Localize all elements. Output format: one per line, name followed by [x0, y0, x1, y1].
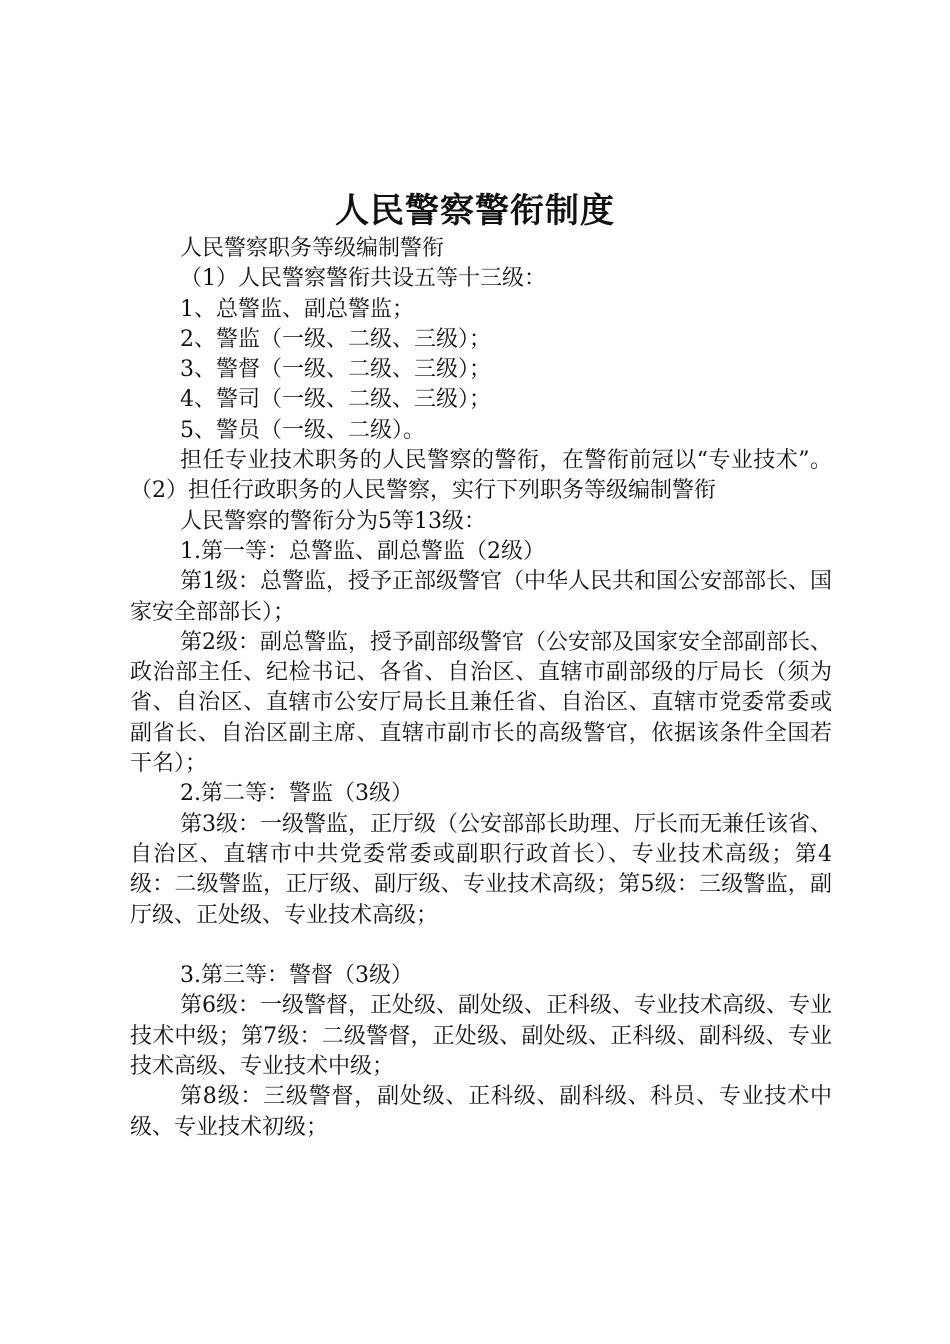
paragraph: （1）人民警察警衔共设五等十三级：	[180, 266, 546, 292]
paragraph: 人民警察职务等级编制警衔	[180, 236, 445, 261]
list-item: 3、警督（一级、二级、三级）；	[180, 357, 491, 383]
document-body	[130, 234, 832, 1143]
document-title: 人民警察警衔制度	[335, 191, 615, 231]
paragraph: 担任专业技术职务的人民警察的警衔，在警衔前冠以“专业技术”。（2）担任行政职务的人民警察，实行下列职务等级编制警衔	[130, 448, 832, 504]
section-heading: 1.第一等：总警监、副总警监（2级）	[180, 538, 545, 564]
list-item: 2、警监（一级、二级、三级）；	[180, 326, 491, 352]
paragraph: 第6级：一级警督，正处级、副处级、正科级、专业技术高级、专业技术中级；第7级：二级警督，正处级、副处级、正科级、副科级、专业技术高级、专业技术中级；	[130, 993, 832, 1080]
paragraph: 第1级：总警监，授予正部级警官（中华人民共和国公安部部长、国家安全部部长）；	[130, 569, 832, 625]
paragraph: 第8级：三级警督，副处级、正科级、副科级、科员、专业技术中级、专业技术初级；	[130, 1084, 832, 1140]
paragraph: 人民警察的警衔分为5等13级：	[180, 508, 486, 534]
section-heading: 2.第二等：警监（3级）	[180, 781, 413, 807]
paragraph: 第3级：一级警监，正厅级（公安部部长助理、厅长而无兼任该省、自治区、直辖市中共党委常委或副职行政首长）、专业技术高级；第4级：二级警监，正厅级、副厅级、专业技术高级；第5级：三级警监，副厅级、正处级、专业技术高级；	[130, 811, 832, 928]
section-heading: 3.第三等：警督（3级）	[180, 963, 413, 989]
paragraph: 第2级：副总警监，授予副部级警官（公安部及国家安全部副部长、政治部主任、纪检书记、各省、自治区、直辖市副部级的厅局长（须为省、自治区、直辖市公安厅局长且兼任省、自治区、直辖市党委常委或副省长、自治区副主席、直辖市副市长的高级警官，依据该条件全国若干名）；	[130, 629, 832, 777]
blank-line	[130, 931, 832, 961]
list-item: 4、警司（一级、二级、三级）；	[180, 387, 491, 413]
list-item: 5、警员（一级、二级）。	[180, 417, 425, 443]
list-item: 1、总警监、副总警监；	[180, 296, 414, 322]
